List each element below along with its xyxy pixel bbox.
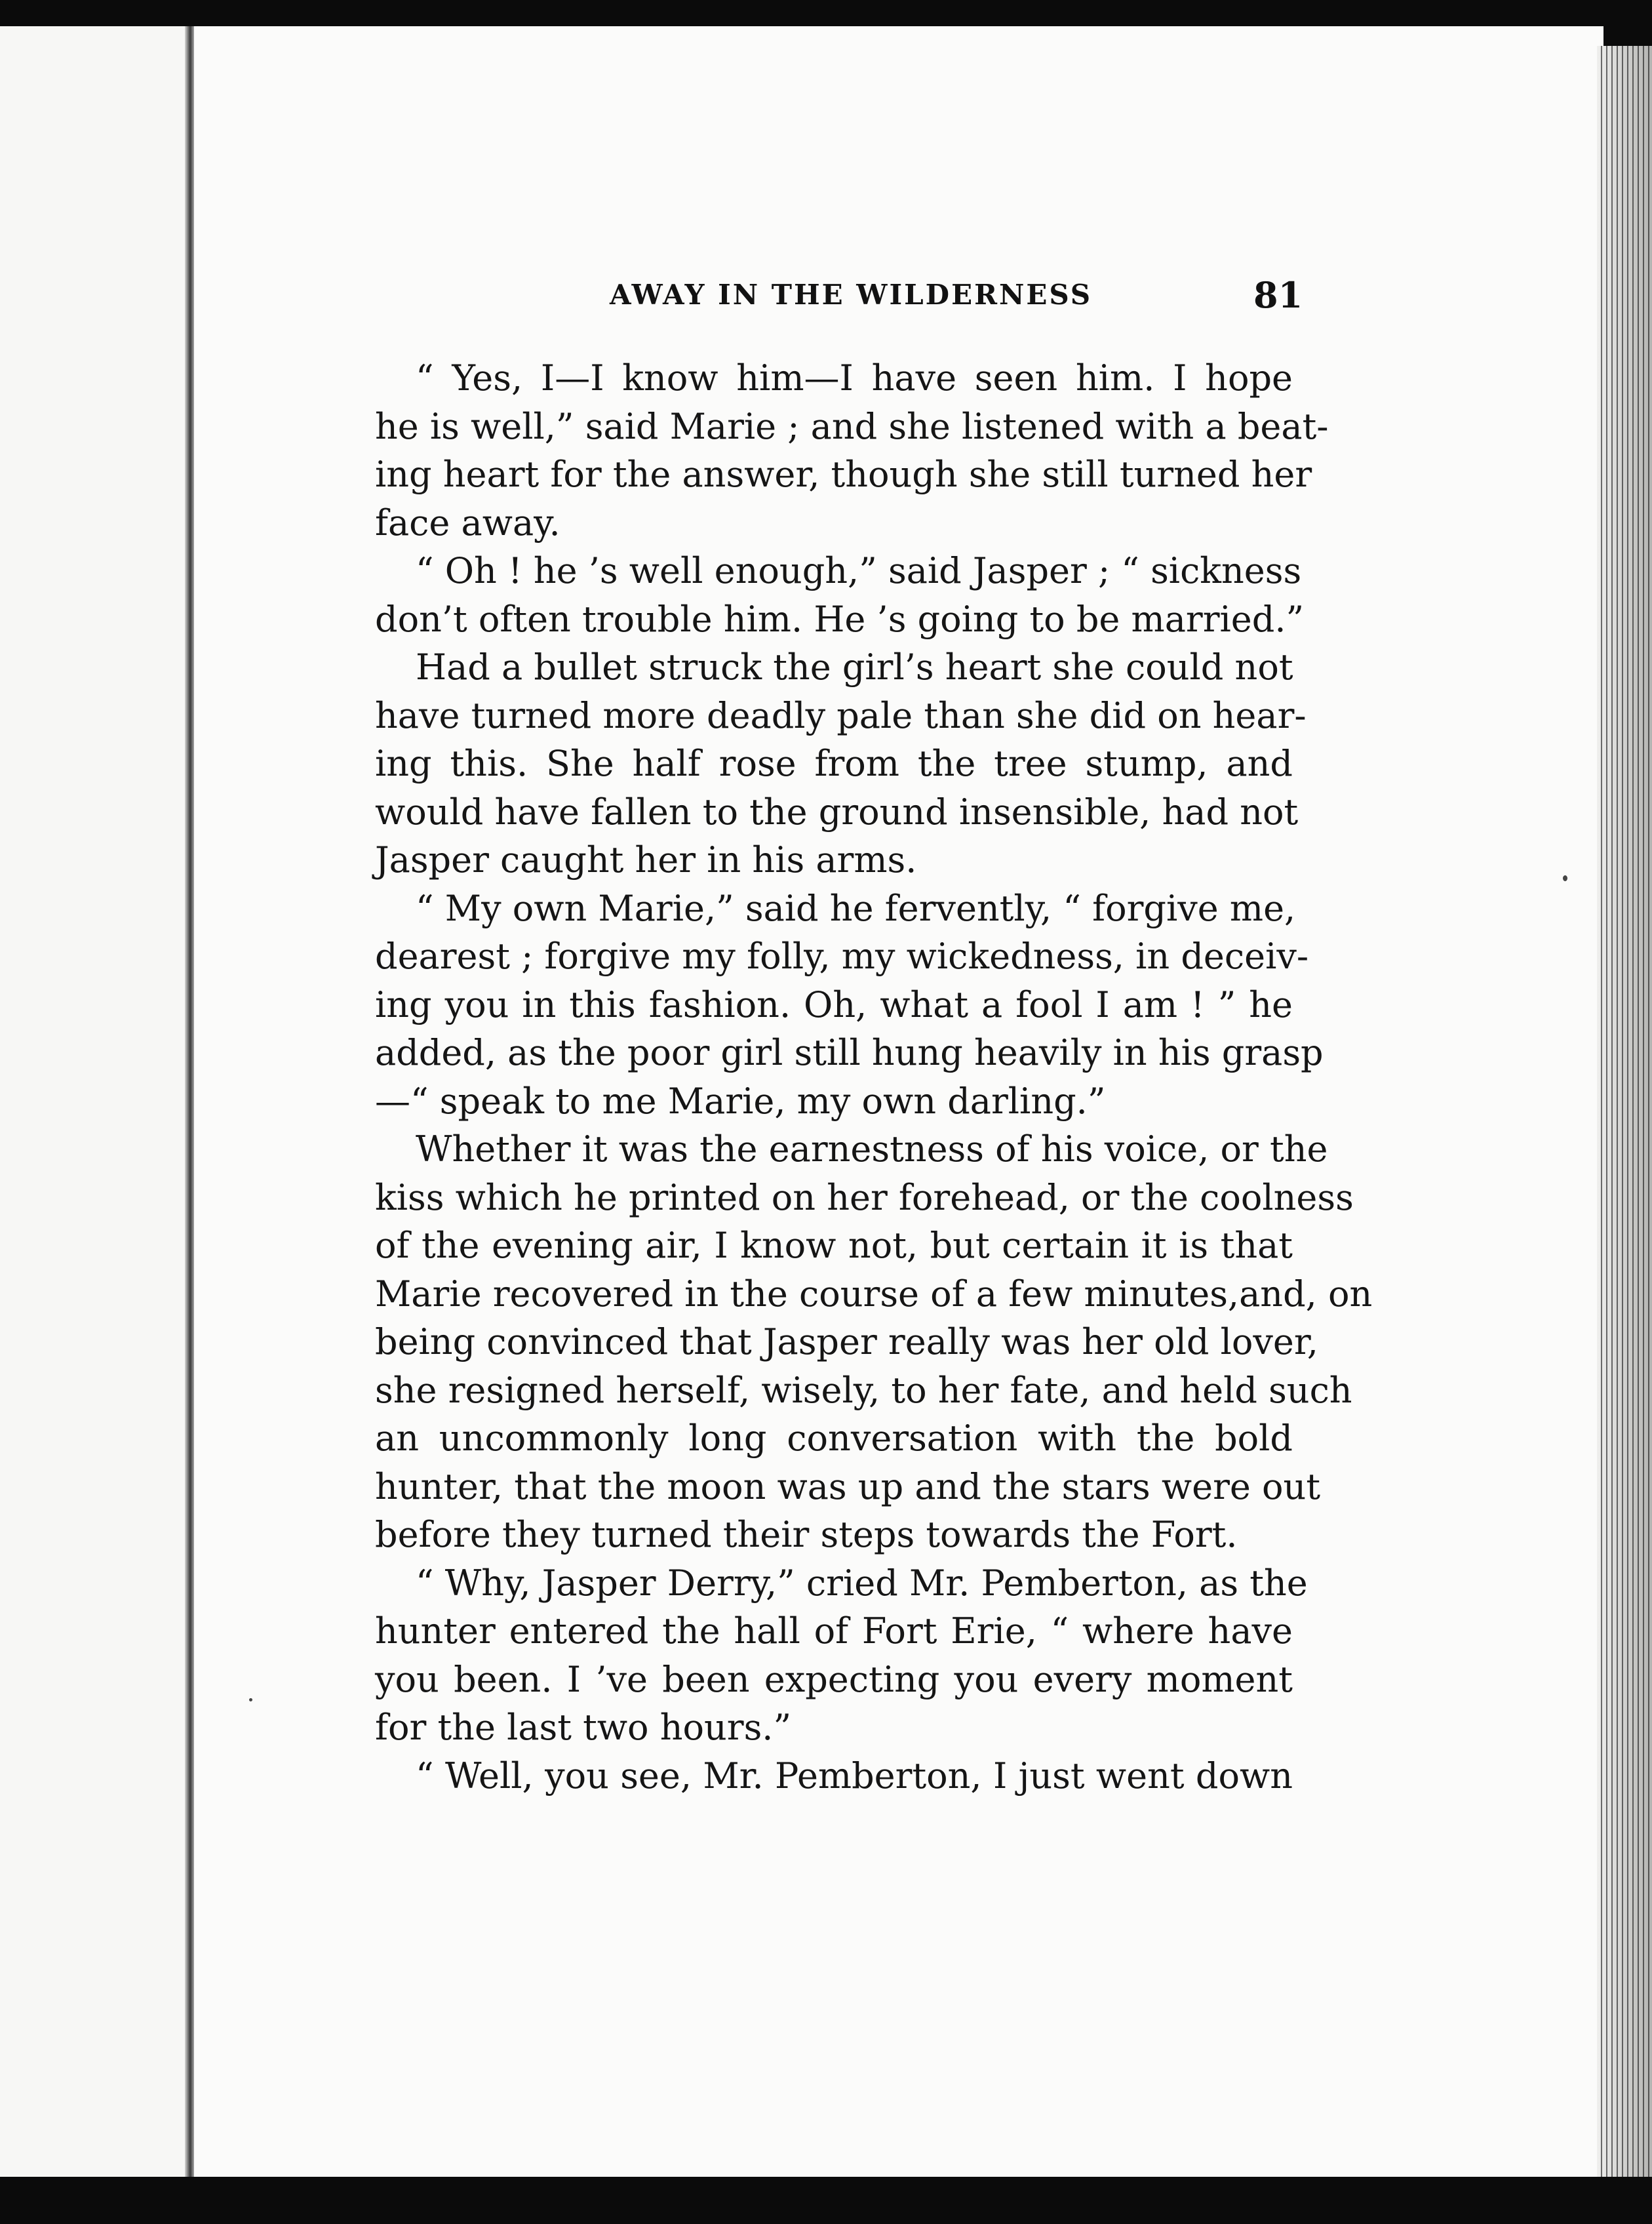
text-line: she resigned herself, wisely, to her fate, and held such (375, 1369, 1352, 1411)
text-line: you been. I ’ve been expecting you every moment (375, 1658, 1293, 1700)
text-line: for the last two hours.” (375, 1707, 792, 1748)
text-line: would have fallen to the ground insensible, had not (375, 791, 1299, 833)
text-line: don’t often trouble him. He ’s going to be married.” (375, 598, 1305, 640)
text-line: before they turned their steps towards the Fort. (375, 1514, 1238, 1555)
text-line: ing heart for the answer, though she still turned her (375, 454, 1312, 495)
text-line: dearest ; forgive my folly, my wickedness, in deceiv- (375, 936, 1309, 977)
text-line: hunter, that the moon was up and the stars were out (375, 1465, 1321, 1507)
text-line: have turned more deadly pale than she did on hear- (375, 694, 1307, 736)
text-line: of the evening air, I know not, but certain it is that (375, 1225, 1293, 1266)
text-line: Jasper caught her in his arms. (375, 839, 917, 881)
text-line: added, as the poor girl still hung heavily in his grasp (375, 1032, 1324, 1073)
text-line: Whether it was the earnestness of his voice, or the (416, 1128, 1328, 1170)
page-edges-shadow (1597, 46, 1652, 2177)
text-line: kiss which he printed on her forehead, or the coolness (375, 1176, 1354, 1218)
text-line: hunter entered the hall of Fort Erie, “ where have (375, 1610, 1293, 1652)
text-line: he is well,” said Marie ; and she listened with a beat- (375, 405, 1329, 447)
text-line: “ My own Marie,” said he fervently, “ forgive me, (416, 887, 1296, 929)
text-line: Had a bullet struck the girl’s heart she could not (416, 646, 1293, 688)
text-line: “ Why, Jasper Derry,” cried Mr. Pemberton, as the (416, 1562, 1308, 1604)
running-head: AWAY IN THE WILDERNESS (610, 279, 1093, 311)
text-line: face away. (375, 502, 560, 544)
text-line: “ Yes, I—I know him—I have seen him. I hope (416, 357, 1293, 399)
text-line: ing this. She half rose from the tree stump, and (375, 743, 1293, 784)
page-number: 81 (1253, 274, 1303, 316)
text-line: —“ speak to me Marie, my own darling.” (375, 1080, 1106, 1122)
scan-background (0, 2177, 1652, 2224)
scan-speck (1563, 875, 1567, 881)
body-text (375, 354, 1373, 1800)
text-line: “ Oh ! he ’s well enough,” said Jasper ; “ sickness (416, 550, 1302, 591)
text-line: Marie recovered in the course of a few minutes,and, on (375, 1273, 1373, 1315)
text-line: an uncommonly long conversation with the bold (375, 1418, 1293, 1459)
text-line: “ Well, you see, Mr. Pemberton, I just went down (416, 1755, 1293, 1797)
previous-page-edge (0, 26, 190, 2177)
text-line: being convinced that Jasper really was her old lover, (375, 1321, 1318, 1362)
scan-speck (249, 1698, 252, 1701)
text-line: ing you in this fashion. Oh, what a fool I am ! ” he (375, 983, 1293, 1025)
